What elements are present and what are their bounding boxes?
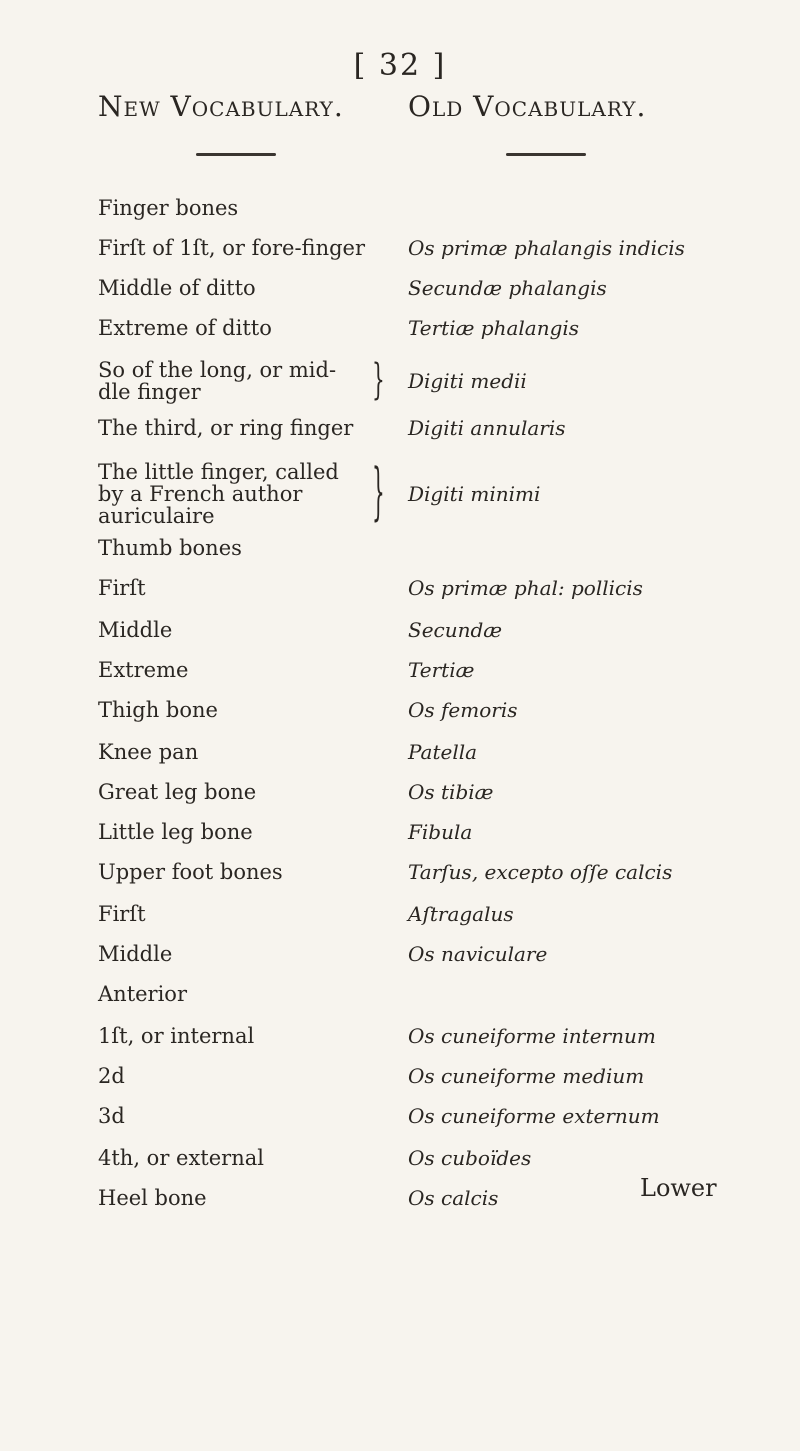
new-term: Great leg bone [98,780,257,804]
new-term: The third, or ring finger [98,416,354,440]
new-term: 1ſt, or internal [98,1024,255,1048]
old-term: Os tibiæ [408,780,494,804]
new-term: Firſt [98,902,146,926]
new-term: Middle [98,618,173,642]
new-term: Thigh bone [98,698,218,722]
page-number: [ 32 ] [353,48,447,83]
old-term: Aſtragalus [408,902,514,926]
new-term: Little leg bone [98,820,253,844]
new-term: dle finger [98,380,201,404]
new-term: Heel bone [98,1186,207,1210]
new-term: Firſt of 1ſt, or fore-finger [98,236,366,260]
old-term: Patella [408,740,478,764]
new-term: Firſt [98,576,146,600]
old-term: Digiti annularis [408,416,566,440]
new-term: 4th, or external [98,1146,264,1170]
new-term: Thumb bones [98,536,242,560]
catchword: Lower [640,1174,717,1202]
new-term: 3d [98,1104,125,1128]
old-term: Secundæ [408,618,503,642]
new-term: by a French author [98,482,303,506]
new-vocabulary-heading: New Vocabulary. [98,90,344,123]
new-term: The little finger, called [98,460,339,484]
new-term: auriculaire [98,504,215,528]
old-term: Fibula [408,820,473,844]
new-term: Middle [98,942,173,966]
new-term: So of the long, or mid- [98,358,337,382]
old-term: Os calcis [408,1186,499,1210]
new-term: Middle of ditto [98,276,256,300]
new-term: Extreme of ditto [98,316,272,340]
brace-mark: } [372,453,385,529]
brace-mark: } [372,353,385,405]
old-term: Tertiæ [408,658,475,682]
new-term: Knee pan [98,740,199,764]
old-term: Os cuneiforme medium [408,1064,645,1088]
new-term: Finger bones [98,196,239,220]
old-term: Os naviculare [408,942,548,966]
old-term: Digiti medii [408,369,527,393]
old-vocabulary-heading: Old Vocabulary. [408,90,647,123]
new-term: Extreme [98,658,189,682]
new-term: Anterior [98,982,187,1006]
old-term: Os cuneiforme externum [408,1104,660,1128]
new-term: 2d [98,1064,125,1088]
old-term: Os primæ phal: pollicis [408,576,643,600]
old-term: Tertiæ phalangis [408,316,580,340]
old-term: Tarſus, excepto oſſe calcis [408,860,673,884]
old-term: Os femoris [408,698,518,722]
old-term: Os primæ phalangis indicis [408,236,685,260]
new-term: Upper foot bones [98,860,283,884]
old-term: Digiti minimi [408,482,541,506]
old-term: Os cuboïdes [408,1146,532,1170]
old-term: Os cuneiforme internum [408,1024,656,1048]
old-term: Secundæ phalangis [408,276,607,300]
